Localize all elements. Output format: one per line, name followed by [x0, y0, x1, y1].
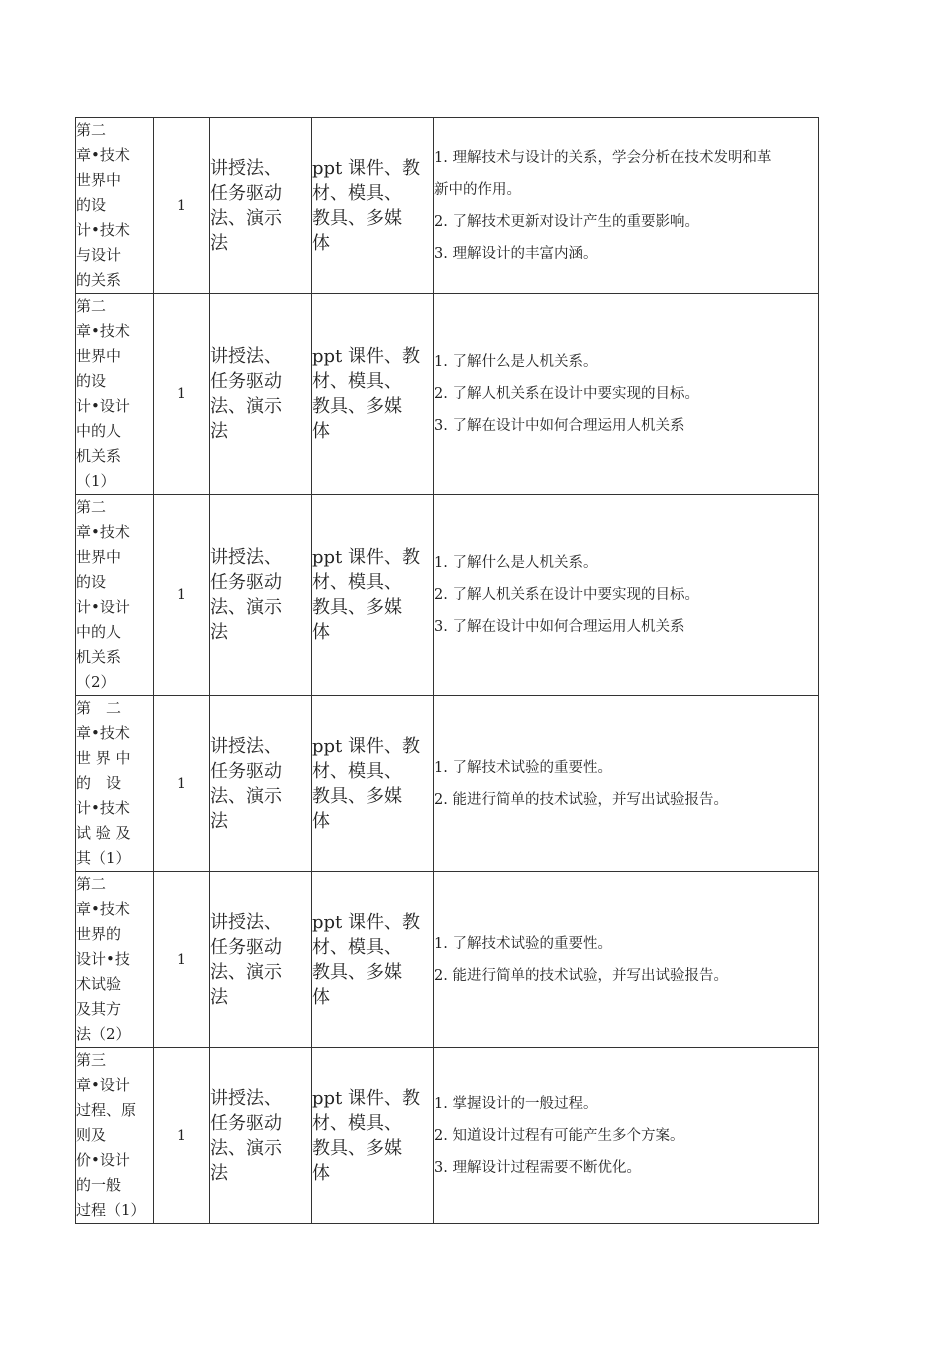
- method-line: 法、演示: [210, 785, 282, 807]
- lesson-plan-body: [76, 118, 819, 1224]
- resource-line: 体: [312, 232, 330, 254]
- method-line: 讲授法、: [210, 157, 282, 179]
- method-line: 法: [210, 421, 228, 442]
- chapter-line: 世界的: [76, 925, 122, 943]
- method-line: 讲授法、: [210, 547, 282, 568]
- method-line: 法、演示: [210, 961, 282, 983]
- goal-line: 2. 能进行简单的技术试验，并写出试验报告。: [434, 967, 728, 984]
- goal-line: 3. 理解设计过程需要不断优化。: [434, 1159, 641, 1176]
- method-line: 法、演示: [210, 1137, 282, 1159]
- method-line: 任务驱动: [210, 182, 282, 204]
- chapter-cell: [76, 872, 154, 1048]
- chapter-line: 计•设计: [76, 397, 130, 415]
- chapter-line: 第二: [76, 121, 107, 139]
- chapter-line: 的设: [76, 196, 107, 214]
- chapter-line: 的关系: [76, 271, 122, 289]
- goal-line: 1. 了解技术试验的重要性。: [434, 759, 612, 776]
- chapter-line: 世界中: [76, 347, 122, 365]
- resource-line: 材、模具、: [312, 760, 402, 782]
- resource-line: 材、模具、: [312, 371, 402, 392]
- chapter-line: 计•技术: [76, 799, 130, 817]
- teaching-method-cell: [210, 118, 312, 294]
- method-line: 任务驱动: [210, 1112, 282, 1134]
- chapter-line: 章•技术: [76, 724, 130, 742]
- resource-line: 教具、多媒: [312, 207, 402, 229]
- resource-line: ppt 课件、教: [312, 735, 420, 757]
- chapter-line: 法（2）: [76, 1025, 131, 1043]
- resource-line: ppt 课件、教: [312, 346, 420, 367]
- resource-line: 体: [312, 421, 330, 442]
- learning-goals-cell: [434, 1048, 819, 1224]
- goal-line: 2. 了解人机关系在设计中要实现的目标。: [434, 386, 699, 402]
- resource-line: ppt 课件、教: [312, 1087, 420, 1109]
- resource-line: 体: [312, 986, 330, 1008]
- chapter-line: 章•技术: [76, 900, 130, 918]
- chapter-line: 过程、原: [76, 1101, 137, 1119]
- chapter-line: 价•设计: [76, 1151, 130, 1169]
- chapter-cell: [76, 1048, 154, 1224]
- method-line: 法: [210, 622, 228, 643]
- method-line: 法、演示: [210, 207, 282, 229]
- goal-line: 1. 掌握设计的一般过程。: [434, 1095, 598, 1112]
- learning-goals-cell: [434, 696, 819, 872]
- goal-line: 2. 能进行简单的技术试验，并写出试验报告。: [434, 791, 728, 808]
- resource-line: ppt 课件、教: [312, 157, 420, 179]
- chapter-line: 世 界 中: [76, 749, 131, 767]
- teaching-method-cell: [210, 696, 312, 872]
- goal-line: 2. 知道设计过程有可能产生多个方案。: [434, 1127, 685, 1144]
- resource-line: 教具、多媒: [312, 785, 402, 807]
- resource-line: 教具、多媒: [312, 961, 402, 983]
- method-line: 法: [210, 810, 228, 832]
- hours-cell: 1: [154, 118, 210, 294]
- method-line: 讲授法、: [210, 1087, 282, 1109]
- table-row: [76, 696, 819, 872]
- hours-cell: 1: [154, 872, 210, 1048]
- resource-line: 教具、多媒: [312, 1137, 402, 1159]
- table-row: [76, 872, 819, 1048]
- chapter-line: 机关系: [76, 648, 122, 666]
- lesson-plan-table: [75, 117, 819, 1224]
- method-line: 任务驱动: [210, 371, 282, 392]
- chapter-line: 设计•技: [76, 950, 130, 968]
- chapter-line: 术试验: [76, 975, 122, 993]
- table-row: [76, 294, 819, 495]
- goal-line: 1. 了解什么是人机关系。: [434, 555, 598, 571]
- goal-line: 2. 了解人机关系在设计中要实现的目标。: [434, 587, 699, 603]
- chapter-line: 章•技术: [76, 523, 130, 541]
- hours-cell: 1: [154, 1048, 210, 1224]
- teaching-resource-cell: [312, 696, 434, 872]
- teaching-method-cell: [210, 1048, 312, 1224]
- resource-line: ppt 课件、教: [312, 547, 420, 568]
- chapter-line: 计•设计: [76, 598, 130, 616]
- chapter-line: 其（1）: [76, 849, 131, 867]
- teaching-resource-cell: [312, 294, 434, 495]
- chapter-line: 及其方: [76, 1000, 122, 1018]
- chapter-line: 章•设计: [76, 1076, 130, 1094]
- resource-line: 材、模具、: [312, 572, 402, 593]
- method-line: 任务驱动: [210, 572, 282, 593]
- hours-cell: 1: [154, 495, 210, 696]
- chapter-cell: [76, 294, 154, 495]
- resource-line: 材、模具、: [312, 1112, 402, 1134]
- chapter-line: （2）: [76, 673, 116, 691]
- hours-cell: 1: [154, 696, 210, 872]
- goal-line: 3. 了解在设计中如何合理运用人机关系: [434, 619, 685, 635]
- resource-line: 教具、多媒: [312, 597, 402, 618]
- chapter-line: 中的人: [76, 623, 122, 641]
- resource-line: ppt 课件、教: [312, 911, 420, 933]
- chapter-line: （1）: [76, 472, 116, 490]
- teaching-resource-cell: [312, 872, 434, 1048]
- chapter-line: 世界中: [76, 548, 122, 566]
- chapter-line: 试 验 及: [76, 824, 131, 842]
- method-line: 任务驱动: [210, 936, 282, 958]
- chapter-line: 第二: [76, 498, 107, 516]
- table-row: [76, 118, 819, 294]
- teaching-method-cell: [210, 872, 312, 1048]
- resource-line: 教具、多媒: [312, 396, 402, 417]
- goal-line: 1. 了解什么是人机关系。: [434, 354, 598, 370]
- learning-goals-cell: [434, 872, 819, 1048]
- method-line: 法: [210, 232, 228, 254]
- resource-line: 体: [312, 622, 330, 643]
- table-row: [76, 1048, 819, 1224]
- hours-cell: 1: [154, 294, 210, 495]
- chapter-line: 章•技术: [76, 146, 130, 164]
- goal-line: 1. 了解技术试验的重要性。: [434, 935, 612, 952]
- learning-goals-cell: [434, 294, 819, 495]
- method-line: 法: [210, 986, 228, 1008]
- teaching-method-cell: [210, 495, 312, 696]
- teaching-resource-cell: [312, 1048, 434, 1224]
- method-line: 法、演示: [210, 597, 282, 618]
- table-row: [76, 495, 819, 696]
- goal-line: 新中的作用。: [434, 181, 521, 198]
- chapter-line: 的 设: [76, 774, 122, 792]
- chapter-line: 与设计: [76, 246, 122, 264]
- chapter-line: 的设: [76, 573, 107, 591]
- chapter-line: 第 二: [76, 699, 122, 717]
- resource-line: 体: [312, 810, 330, 832]
- learning-goals-cell: [434, 495, 819, 696]
- teaching-method-cell: [210, 294, 312, 495]
- method-line: 法、演示: [210, 396, 282, 417]
- method-line: 讲授法、: [210, 346, 282, 367]
- goal-line: 3. 理解设计的丰富内涵。: [434, 245, 598, 262]
- learning-goals-cell: [434, 118, 819, 294]
- chapter-line: 计•技术: [76, 221, 130, 239]
- goal-line: 2. 了解技术更新对设计产生的重要影响。: [434, 213, 699, 230]
- chapter-line: 第二: [76, 297, 107, 315]
- resource-line: 体: [312, 1162, 330, 1184]
- method-line: 讲授法、: [210, 735, 282, 757]
- method-line: 任务驱动: [210, 760, 282, 782]
- chapter-line: 的一般: [76, 1176, 122, 1194]
- chapter-line: 则及: [76, 1126, 107, 1144]
- teaching-resource-cell: [312, 495, 434, 696]
- chapter-line: 机关系: [76, 447, 122, 465]
- chapter-line: 第二: [76, 875, 107, 893]
- chapter-line: 过程（1）: [76, 1201, 146, 1219]
- chapter-line: 章•技术: [76, 322, 130, 340]
- chapter-cell: [76, 495, 154, 696]
- method-line: 讲授法、: [210, 911, 282, 933]
- resource-line: 材、模具、: [312, 936, 402, 958]
- chapter-cell: [76, 118, 154, 294]
- chapter-line: 的设: [76, 372, 107, 390]
- chapter-line: 第三: [76, 1051, 107, 1069]
- method-line: 法: [210, 1162, 228, 1184]
- chapter-cell: [76, 696, 154, 872]
- teaching-resource-cell: [312, 118, 434, 294]
- goal-line: 1. 理解技术与设计的关系，学会分析在技术发明和革: [434, 149, 772, 166]
- goal-line: 3. 了解在设计中如何合理运用人机关系: [434, 418, 685, 434]
- chapter-line: 中的人: [76, 422, 122, 440]
- chapter-line: 世界中: [76, 171, 122, 189]
- resource-line: 材、模具、: [312, 182, 402, 204]
